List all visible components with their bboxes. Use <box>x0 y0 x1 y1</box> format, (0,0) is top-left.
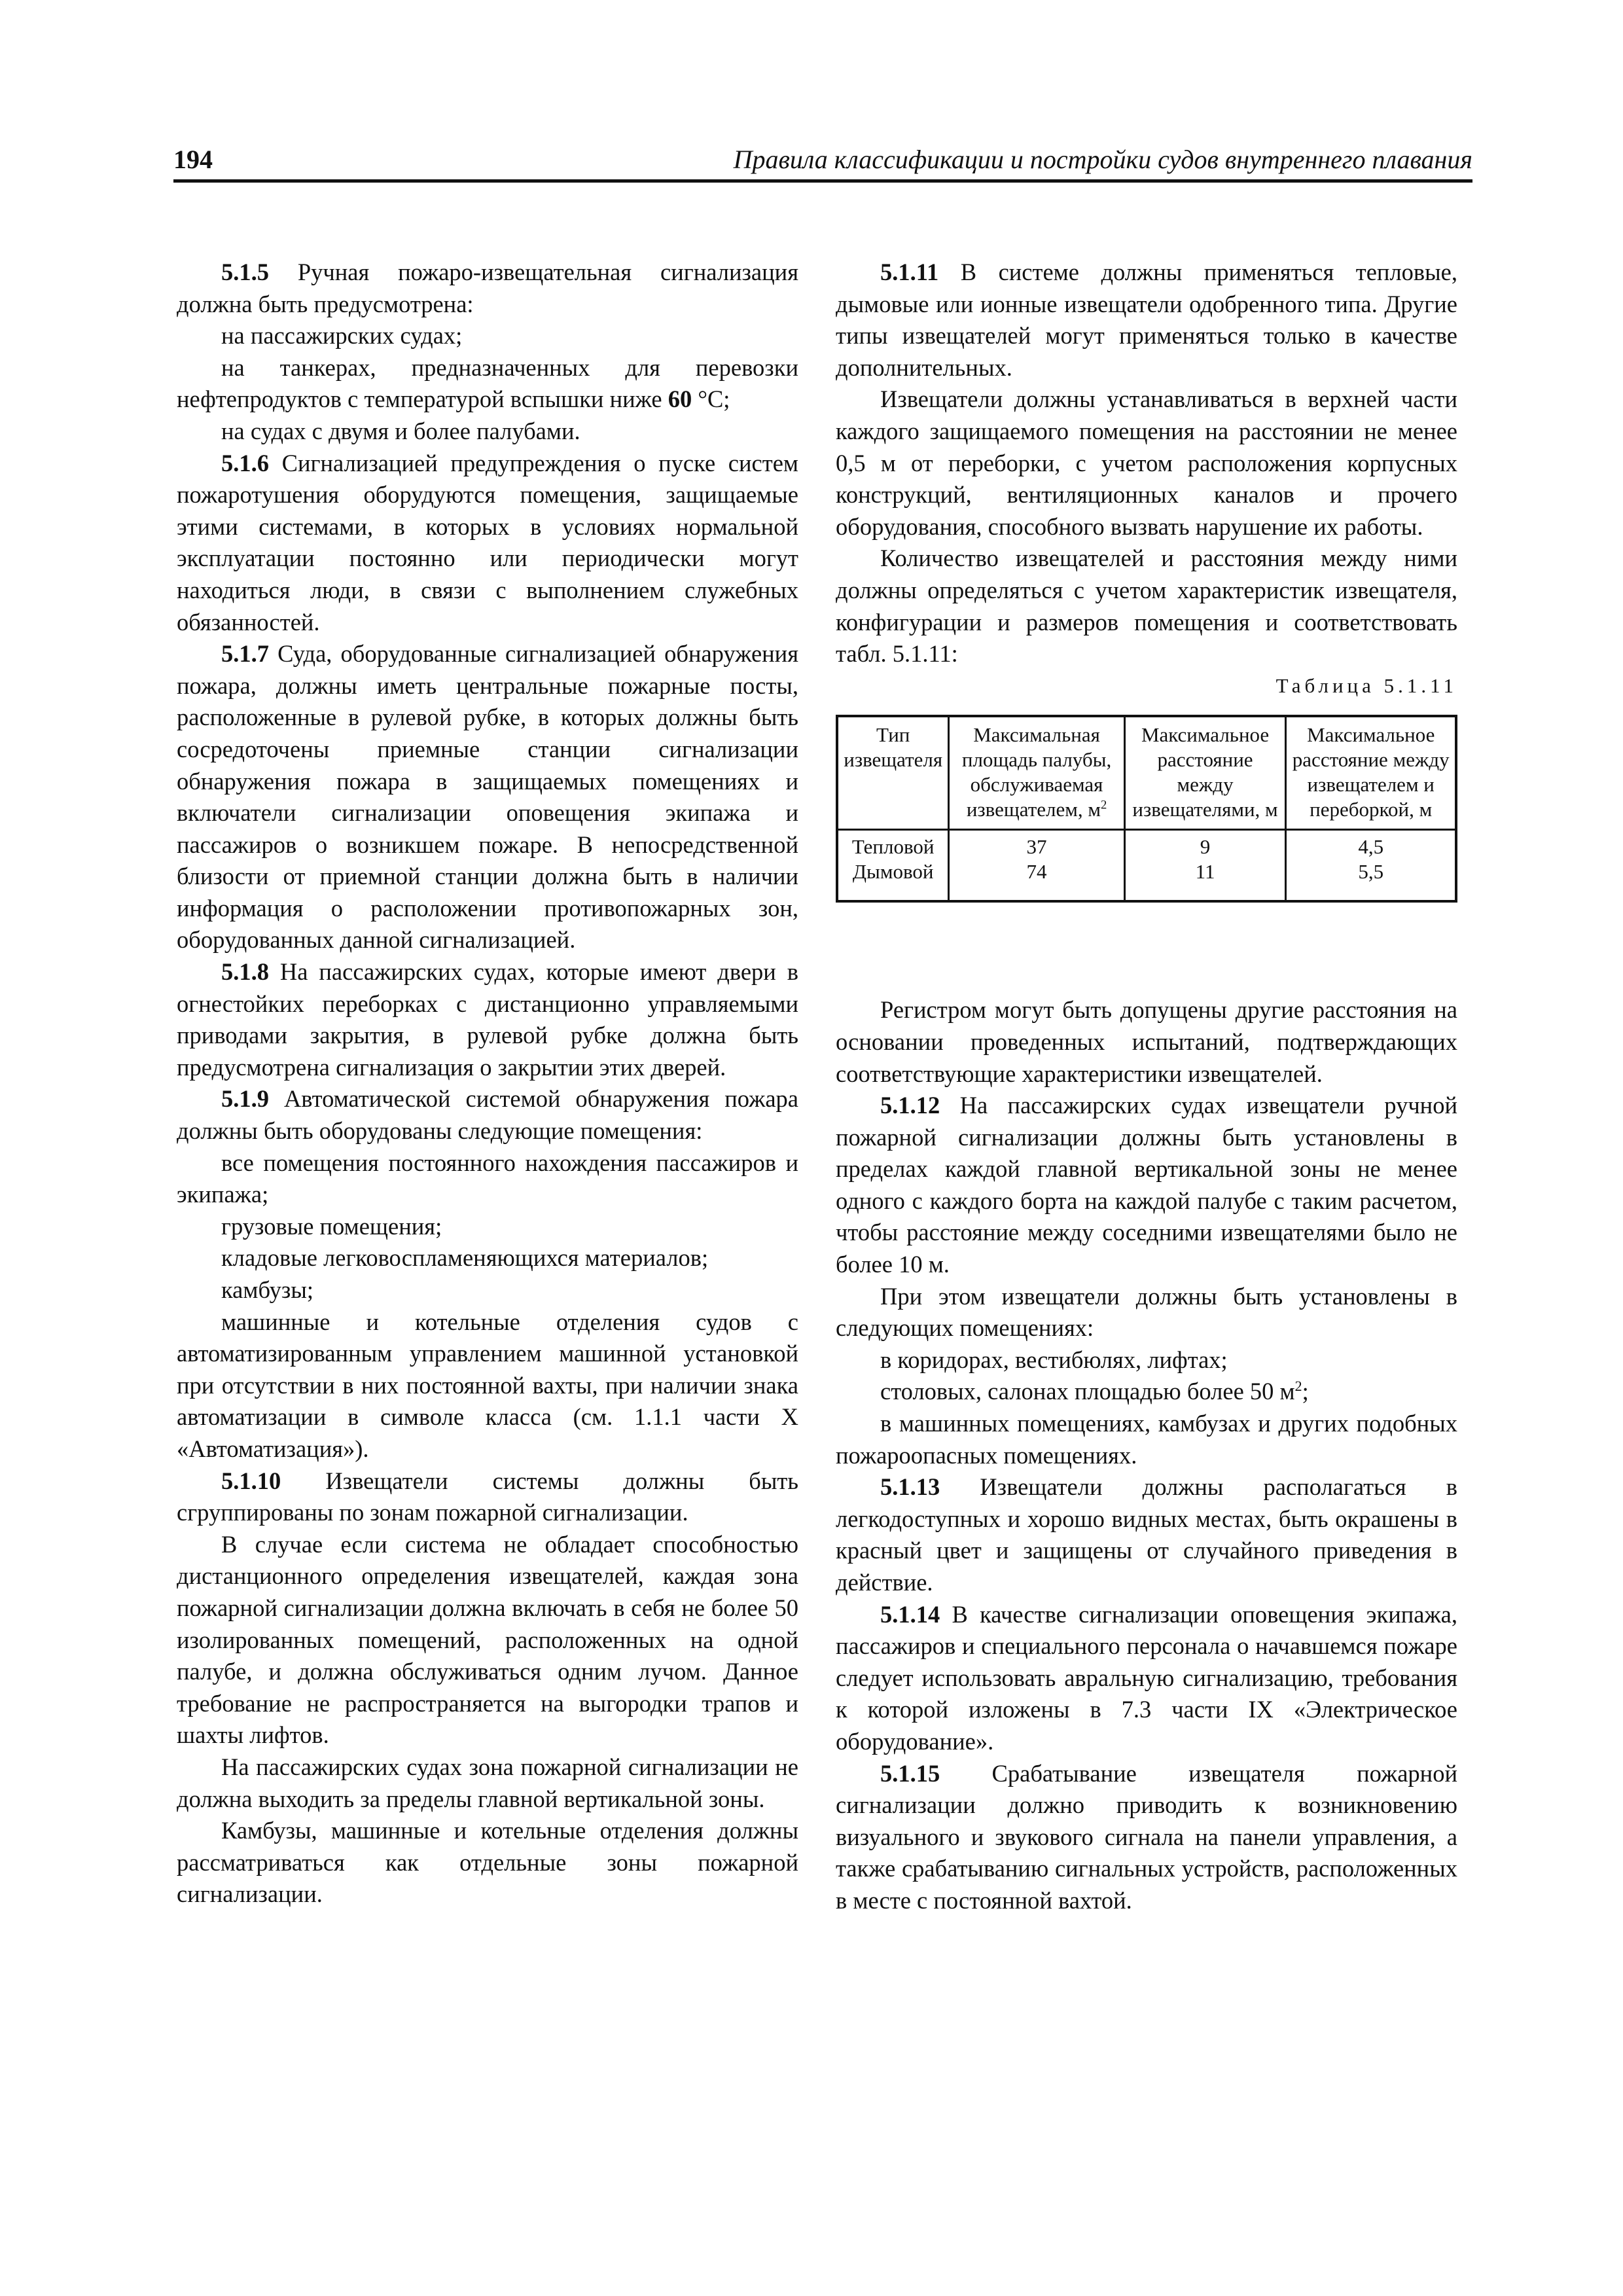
list-item: все помещения постоянного нахождения пассажиров и экипажа; <box>177 1149 798 1208</box>
list-item: грузовые помещения; <box>221 1212 442 1240</box>
clause-number: 5.1.11 <box>880 259 939 285</box>
table-caption: Таблица 5.1.11 <box>1275 673 1457 697</box>
table-row <box>837 830 1456 902</box>
list-item: в коридорах, вестибюлях, лифтах; <box>880 1346 1228 1373</box>
clause-number: 5.1.10 <box>221 1467 281 1494</box>
paragraph: Количество извещателей и расстояния между ними должны определяться с учетом характеристик извещателя, конфигурации и размеров помещения и соответствовать табл. 5.1.11: <box>836 545 1457 668</box>
paragraph-5-1-12: 5.1.12 На пассажирских судах извещатели ручной пожарной сигнализации должны быть установлены в пределах каждой главной вертикальной зоны не менее одного с каждого борта на каждой палубе с таким расчетом, чтобы расстояние между соседними извещателями было не более 10 м. <box>836 1092 1457 1278</box>
paragraph-5-1-13: 5.1.13 Извещатели должны располагаться в легкодоступных и хорошо видных местах, быть окрашены в красный цвет и защищены от случайного приведения в действие. <box>836 1473 1457 1596</box>
paragraph: Регистром могут быть допущены другие расстояния на основании проведенных испытаний, подтверждающих соответствующие характеристики извещателей. <box>836 996 1457 1087</box>
column-header-type: Тип извещателя <box>837 716 949 830</box>
list-item: в машинных помещениях, камбузах и других подобных пожароопасных помещениях. <box>836 1410 1457 1469</box>
clause-number: 5.1.14 <box>880 1600 940 1628</box>
table-header-row <box>837 716 1456 830</box>
left-column <box>177 257 798 1910</box>
list-item: кладовые легковоспламеняющихся материалов; <box>221 1244 709 1272</box>
paragraph-5-1-8: 5.1.8 На пассажирских судах, которые имеют двери в огнестойких переборках с дистанционно управляемыми приводами закрытия, в рулевой рубке должна быть предусмотрена сигнализация о закрытии этих дверей. <box>177 958 798 1081</box>
paragraph: Извещатели должны устанавливаться в верхней части каждого защищаемого помещения на расстоянии не менее 0,5 м от переборки, с учетом расположения корпусных конструкций, вентиляционных каналов и прочего оборудования, способного вызвать нарушение их работы. <box>836 386 1457 540</box>
clause-number: 5.1.13 <box>880 1473 940 1501</box>
detector-table <box>836 715 1457 903</box>
clause-number: 5.1.15 <box>880 1759 940 1787</box>
column-header-distance: Максимальное расстояние между извещателями, м <box>1124 716 1286 830</box>
table-cell: 4,5 5,5 <box>1286 830 1456 902</box>
clause-number: 5.1.6 <box>221 449 269 476</box>
list-item: камбузы; <box>221 1276 313 1303</box>
paragraph-5-1-6: 5.1.6 Сигнализацией предупреждения о пуске систем пожаротушения оборудуются помещения, защищаемые этими системами, в которых в условиях нормальной эксплуатации постоянно или периодически могут находиться люди, в связи с выполнением служебных обязанностей. <box>177 449 798 636</box>
paragraph: В случае если система не обладает способностью дистанционного определения извещателей, каждая зона пожарной сигнализации должна включать в себя не более 50 изолированных помещений, расположенных на одной палубе, и должна обслуживаться одним лучом. Данное требование не распространяется на выгородки трапов и шахты лифтов. <box>177 1530 798 1749</box>
clause-number: 5.1.5 <box>221 259 269 285</box>
running-title: Правила классификации и постройки судов внутреннего плавания <box>733 145 1472 174</box>
clause-number: 5.1.7 <box>221 640 269 668</box>
paragraph: На пассажирских судах зона пожарной сигнализации не должна выходить за пределы главной вертикальной зоны. <box>177 1753 798 1812</box>
list-item: на пассажирских судах; <box>221 322 463 350</box>
column-header-area: Максимальная площадь палубы, обслуживаемая извещателем, $м^2$ <box>949 716 1124 830</box>
list-item: на танкерах, предназначенных для перевозки нефтепродуктов с температурой вспышки ниже 60 °С; <box>177 353 798 413</box>
list-item: машинные и котельные отделения судов с автоматизированным управлением машинной установкой при отсутствии в них постоянной вахты, при наличии знака автоматизации в символе класса (см. 1.1.1 части X «Автоматизация»). <box>177 1308 798 1462</box>
table-cell: 37 74 <box>949 830 1124 902</box>
table-cell: Тепловой Дымовой <box>851 835 935 884</box>
paragraph-5-1-10: 5.1.10 Извещатели системы должны быть сгруппированы по зонам пожарной сигнализации. <box>177 1467 798 1526</box>
paragraph-5-1-15: 5.1.15 Срабатывание извещателя пожарной сигнализации должно приводить к возникновению визуального и звукового сигнала на панели управления, а также срабатыванию сигнальных устройств, расположенных в месте с постоянной вахтой. <box>836 1759 1457 1914</box>
paragraph: При этом извещатели должны быть установлены в следующих помещениях: <box>836 1282 1457 1342</box>
clause-number: 5.1.9 <box>221 1085 269 1113</box>
right-column <box>836 257 1457 1917</box>
list-item: столовых, салонах площадью более 50 $м^2$; <box>880 1378 1309 1405</box>
paragraph-5-1-14: 5.1.14 В качестве сигнализации оповещения экипажа, пассажиров и специального персонала о начавшемся пожаре следует использовать авральную сигнализацию, требования к которой изложены в 7.3 части IX «Электрическое оборудование». <box>836 1600 1457 1755</box>
page-header <box>173 140 1472 183</box>
paragraph-5-1-9: 5.1.9 Автоматической системой обнаружения пожара должны быть оборудованы следующие помещения: <box>177 1085 798 1145</box>
clause-number: 5.1.8 <box>221 958 269 986</box>
page-number: 194 <box>173 145 213 174</box>
table-cell: 9 11 <box>1124 830 1286 902</box>
paragraph-5-1-7: 5.1.7 Суда, оборудованные сигнализацией обнаружения пожара, должны иметь центральные пожарные посты, расположенные в рулевой рубке, в которых должны быть сосредоточены приемные станции сигнализации обнаружения пожара в защищаемых помещениях и включатели сигнализации оповещения экипажа и пассажиров о возникшем пожаре. В непосредственной близости от приемной станции должна быть в наличии информация о расположении противопожарных зон, оборудованных данной сигнализацией. <box>177 640 798 954</box>
clause-number: 5.1.12 <box>880 1092 940 1119</box>
spacer <box>836 903 1457 994</box>
paragraph-5-1-5: 5.1.5 Ручная пожаро-извещательная сигнализация должна быть предусмотрена: <box>177 259 798 317</box>
paragraph-5-1-11: 5.1.11 В системе должны применяться тепловые, дымовые или ионные извещатели одобренного типа. Другие типы извещателей могут применяться только в качестве дополнительных. <box>836 259 1457 381</box>
paragraph: Камбузы, машинные и котельные отделения должны рассматриваться как отдельные зоны пожарной сигнализации. <box>177 1817 798 1908</box>
list-item: на судах с двумя и более палубами. <box>221 417 580 444</box>
column-header-wall-distance: Максимальное расстояние между извещателем и переборкой, м <box>1286 716 1456 830</box>
